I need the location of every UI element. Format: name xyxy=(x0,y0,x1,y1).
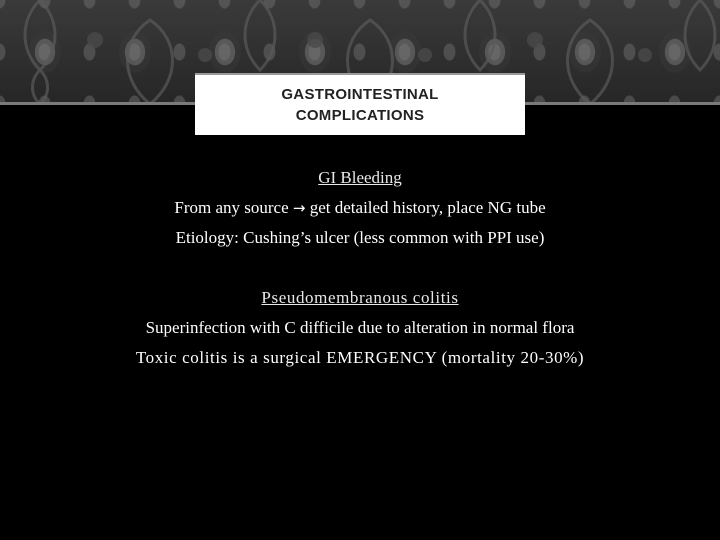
section-heading-gi-bleeding: GI Bleeding xyxy=(318,168,402,187)
body-text: From any source xyxy=(174,198,293,217)
slide-title: GASTROINTESTINAL COMPLICATIONS xyxy=(281,86,439,124)
spacer xyxy=(0,253,720,283)
arrow-right-icon: → xyxy=(292,199,306,217)
body-line: Toxic colitis is a surgical EMERGENCY (mortality 20-30%) xyxy=(135,348,585,367)
body-line xyxy=(0,193,720,223)
body-line: Etiology: Cushing’s ulcer (less common with PPI use) xyxy=(175,228,545,247)
body-text: get detailed history, place NG tube xyxy=(305,198,546,217)
title-box xyxy=(195,73,525,135)
body-line: Superinfection with C difficile due to alteration in normal flora xyxy=(145,318,575,337)
section-heading-pseudomembranous-colitis: Pseudomembranous colitis xyxy=(261,288,459,307)
slide-body xyxy=(0,163,720,373)
